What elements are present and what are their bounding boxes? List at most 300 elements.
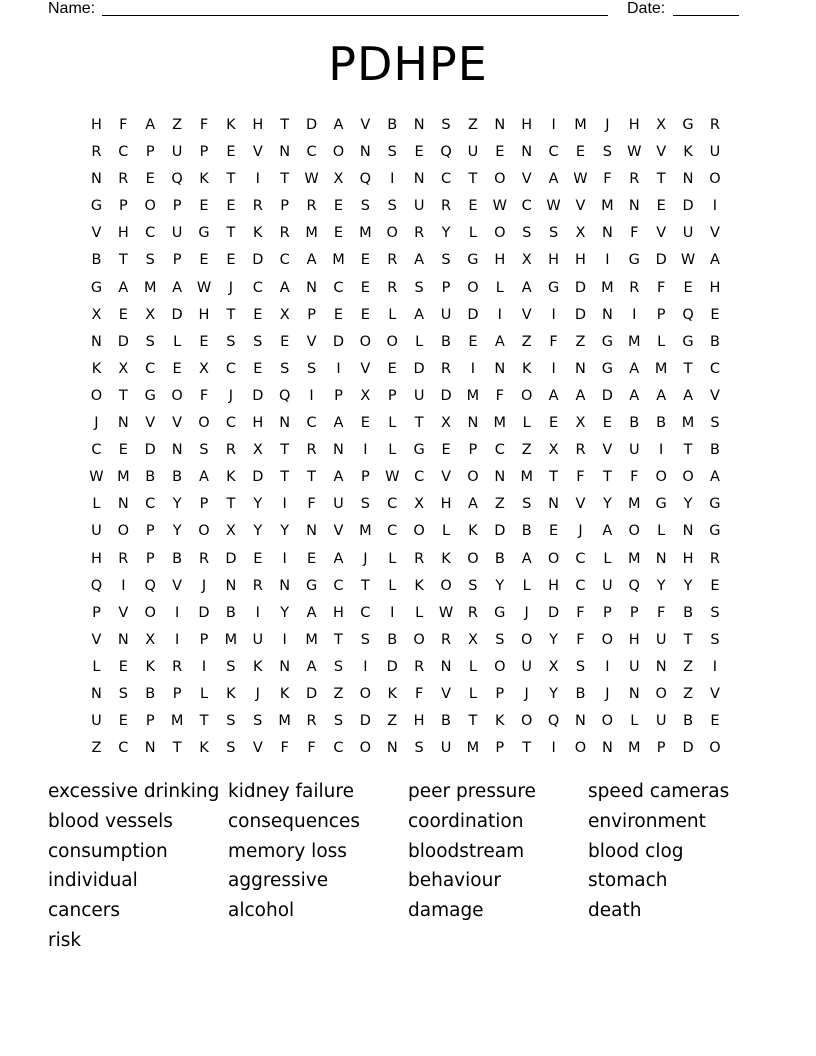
- grid-letter: I: [282, 550, 287, 567]
- grid-letter: D: [440, 387, 452, 404]
- grid-letter: L: [630, 713, 639, 730]
- grid-letter: V: [91, 631, 102, 648]
- grid-letter: V: [709, 225, 720, 242]
- grid-letter: T: [226, 306, 236, 323]
- grid-letter: C: [333, 577, 344, 594]
- grid-letter: E: [441, 442, 451, 459]
- word-list-item: memory loss: [228, 840, 347, 862]
- grid-letter: Y: [602, 496, 612, 513]
- grid-letter: N: [225, 577, 237, 594]
- grid-letter: M: [359, 523, 372, 540]
- grid-letter: O: [655, 469, 667, 486]
- grid-letter: U: [655, 631, 667, 648]
- grid-letter: B: [575, 685, 586, 702]
- grid-letter: E: [333, 225, 344, 242]
- grid-letter: T: [360, 577, 370, 594]
- grid-letter: A: [333, 550, 344, 567]
- grid-letter: V: [91, 225, 102, 242]
- grid-letter: X: [333, 171, 344, 188]
- grid-letter: Y: [656, 577, 666, 594]
- grid-letter: R: [306, 713, 317, 730]
- grid-letter: K: [91, 360, 102, 377]
- grid-letter: B: [709, 442, 720, 459]
- grid-letter: A: [521, 550, 532, 567]
- grid-letter: P: [307, 306, 316, 323]
- grid-letter: P: [495, 685, 505, 702]
- grid-letter: E: [495, 144, 505, 161]
- grid-letter: U: [440, 306, 452, 323]
- grid-letter: E: [468, 198, 478, 215]
- grid-letter: D: [601, 387, 613, 404]
- grid-letter: N: [548, 496, 560, 513]
- grid-letter: W: [438, 604, 454, 621]
- grid-letter: Z: [467, 117, 478, 133]
- grid-letter: C: [225, 415, 236, 432]
- grid-letter: C: [387, 523, 398, 540]
- grid-letter: J: [524, 604, 529, 621]
- grid-letter: A: [521, 279, 532, 296]
- grid-letter: Y: [280, 523, 290, 540]
- grid-letter: Q: [359, 171, 372, 188]
- word-list-item: individual: [48, 870, 138, 892]
- grid-letter: A: [145, 117, 156, 133]
- grid-letter: A: [172, 279, 183, 296]
- grid-letter: G: [547, 279, 560, 296]
- grid-letter: P: [199, 144, 209, 161]
- grid-letter: I: [390, 604, 395, 621]
- grid-letter: M: [628, 740, 641, 757]
- grid-letter: F: [656, 279, 666, 296]
- grid-letter: A: [602, 523, 613, 540]
- grid-letter: G: [601, 333, 613, 350]
- grid-letter: R: [467, 604, 478, 621]
- grid-letter: N: [359, 144, 371, 161]
- grid-letter: E: [710, 577, 720, 594]
- grid-letter: P: [441, 279, 451, 296]
- grid-letter: S: [145, 333, 155, 350]
- grid-letter: E: [414, 144, 424, 161]
- name-label: Name:: [48, 0, 96, 17]
- grid-letter: N: [306, 523, 317, 540]
- grid-letter: Z: [683, 658, 693, 675]
- grid-letter: X: [521, 252, 532, 269]
- grid-letter: H: [548, 577, 560, 594]
- grid-letter: O: [655, 685, 667, 702]
- grid-letter: R: [440, 198, 452, 215]
- grid-letter: E: [333, 198, 344, 215]
- grid-letter: T: [522, 740, 532, 757]
- grid-letter: V: [656, 225, 667, 242]
- grid-letter: O: [628, 523, 640, 540]
- grid-letter: R: [118, 550, 129, 567]
- grid-letter: G: [655, 496, 667, 513]
- grid-letter: F: [119, 117, 128, 133]
- grid-letter: Y: [549, 685, 559, 702]
- grid-letter: E: [360, 415, 370, 432]
- grid-letter: P: [172, 252, 182, 269]
- grid-letter: S: [495, 631, 505, 648]
- grid-letter: P: [468, 442, 478, 459]
- grid-letter: N: [655, 658, 667, 675]
- grid-letter: S: [199, 442, 209, 459]
- word-list-item: consequences: [228, 810, 361, 832]
- grid-letter: Y: [495, 577, 505, 594]
- grid-letter: O: [709, 171, 721, 188]
- grid-letter: S: [360, 198, 370, 215]
- grid-letter: W: [304, 171, 319, 188]
- grid-letter: C: [575, 550, 586, 567]
- grid-letter: A: [575, 387, 586, 404]
- grid-letter: G: [144, 387, 156, 404]
- grid-letter: K: [495, 713, 505, 730]
- grid-letter: I: [363, 442, 368, 459]
- grid-letter: E: [280, 333, 290, 350]
- grid-letter: S: [548, 225, 559, 242]
- grid-letter: Q: [90, 577, 103, 594]
- grid-letter: P: [172, 685, 182, 702]
- grid-letter: B: [172, 469, 183, 486]
- grid-letter: E: [306, 550, 317, 567]
- grid-letter: O: [198, 415, 210, 432]
- grid-letter: L: [92, 658, 101, 675]
- grid-letter: I: [255, 604, 260, 621]
- grid-letter: D: [574, 279, 587, 296]
- grid-letter: T: [683, 442, 693, 459]
- grid-letter: V: [252, 740, 263, 757]
- grid-letter: T: [602, 469, 612, 486]
- grid-letter: Z: [575, 333, 586, 350]
- grid-letter: T: [468, 171, 478, 188]
- grid-letter: W: [680, 252, 696, 269]
- grid-letter: O: [440, 577, 452, 594]
- word-list-item: death: [588, 900, 642, 922]
- grid-letter: L: [415, 604, 424, 621]
- grid-letter: Q: [628, 577, 640, 594]
- grid-letter: N: [306, 279, 317, 296]
- grid-letter: X: [575, 225, 586, 242]
- grid-letter: E: [549, 523, 559, 540]
- grid-letter: R: [172, 658, 183, 675]
- grid-letter: U: [413, 387, 425, 404]
- grid-letter: R: [440, 631, 452, 648]
- grid-letter: A: [467, 496, 478, 513]
- grid-letter: O: [413, 631, 425, 648]
- grid-letter: U: [628, 658, 640, 675]
- grid-letter: F: [199, 117, 209, 133]
- grid-letter: N: [279, 415, 291, 432]
- grid-letter: L: [441, 523, 451, 540]
- grid-letter: N: [601, 740, 613, 757]
- grid-letter: S: [575, 658, 586, 675]
- grid-letter: I: [309, 387, 314, 404]
- grid-letter: B: [145, 469, 156, 486]
- grid-letter: R: [225, 442, 236, 459]
- grid-letter: I: [174, 631, 180, 648]
- grid-letter: G: [494, 604, 506, 621]
- grid-letter: O: [547, 550, 560, 567]
- grid-letter: B: [656, 415, 667, 432]
- grid-letter: E: [226, 198, 236, 215]
- grid-letter: Y: [172, 523, 182, 540]
- grid-letter: H: [628, 117, 640, 133]
- grid-letter: N: [279, 144, 291, 161]
- grid-letter: P: [602, 604, 612, 621]
- word-list-item: blood vessels: [48, 810, 173, 832]
- grid-letter: E: [118, 658, 128, 675]
- grid-letter: X: [656, 117, 667, 133]
- grid-letter: N: [117, 496, 129, 513]
- grid-letter: K: [226, 685, 236, 702]
- grid-letter: T: [683, 360, 693, 377]
- grid-letter: D: [144, 442, 156, 459]
- grid-letter: T: [172, 740, 182, 757]
- grid-letter: N: [91, 171, 102, 188]
- grid-letter: L: [388, 577, 397, 594]
- grid-letter: R: [629, 279, 640, 296]
- grid-letter: R: [91, 144, 102, 161]
- grid-letter: J: [605, 685, 610, 702]
- grid-letter: G: [682, 333, 694, 350]
- grid-letter: C: [306, 415, 317, 432]
- grid-letter: T: [334, 631, 343, 648]
- grid-letter: S: [360, 631, 370, 648]
- grid-letter: E: [253, 306, 263, 323]
- grid-letter: L: [468, 685, 477, 702]
- grid-letter: X: [279, 306, 290, 323]
- grid-letter: K: [387, 685, 397, 702]
- grid-letter: E: [253, 360, 263, 377]
- grid-letter: U: [252, 631, 264, 648]
- grid-letter: F: [630, 469, 639, 486]
- grid-letter: S: [710, 604, 720, 621]
- grid-letter: M: [574, 117, 587, 133]
- grid-letter: S: [360, 496, 370, 513]
- grid-letter: D: [467, 306, 479, 323]
- grid-letter: H: [440, 496, 452, 513]
- grid-letter: P: [360, 469, 370, 486]
- grid-letter: N: [655, 550, 667, 567]
- grid-letter: L: [468, 658, 477, 675]
- grid-letter: L: [388, 306, 397, 323]
- grid-letter: D: [225, 550, 237, 567]
- grid-letter: D: [682, 740, 694, 757]
- grid-letter: S: [226, 333, 236, 350]
- grid-letter: K: [521, 360, 532, 377]
- grid-letter: P: [334, 387, 343, 404]
- grid-letter: L: [199, 685, 209, 702]
- grid-letter: T: [683, 631, 693, 648]
- grid-letter: D: [252, 252, 264, 269]
- grid-letter: N: [279, 658, 291, 675]
- grid-letter: F: [280, 740, 289, 757]
- grid-letter: C: [91, 442, 102, 459]
- grid-letter: U: [440, 740, 452, 757]
- grid-letter: W: [573, 171, 588, 188]
- grid-letter: D: [413, 360, 425, 377]
- grid-letter: M: [654, 360, 668, 377]
- grid-letter: N: [91, 685, 102, 702]
- grid-letter: P: [495, 740, 505, 757]
- grid-letter: U: [413, 198, 425, 215]
- grid-letter: F: [199, 387, 209, 404]
- grid-letter: F: [307, 740, 316, 757]
- grid-letter: C: [333, 279, 344, 296]
- grid-letter: N: [333, 442, 344, 459]
- grid-letter: I: [551, 740, 556, 757]
- grid-letter: V: [709, 685, 720, 702]
- grid-letter: B: [387, 631, 398, 648]
- grid-letter: R: [414, 550, 425, 567]
- grid-letter: K: [468, 523, 478, 540]
- grid-letter: U: [655, 713, 667, 730]
- grid-letter: R: [198, 550, 210, 567]
- grid-letter: T: [280, 171, 290, 188]
- grid-letter: X: [548, 442, 559, 459]
- grid-letter: P: [199, 631, 209, 648]
- grid-letter: A: [709, 469, 720, 486]
- grid-letter: Y: [549, 631, 559, 648]
- grid-letter: D: [252, 469, 264, 486]
- grid-letter: L: [173, 333, 182, 350]
- grid-letter: E: [710, 713, 720, 730]
- grid-letter: W: [492, 198, 507, 215]
- grid-letter: I: [282, 496, 287, 513]
- grid-letter: P: [656, 740, 666, 757]
- grid-letter: Z: [387, 713, 398, 730]
- grid-letter: X: [145, 631, 156, 648]
- grid-letter: L: [495, 279, 504, 296]
- grid-letter: Y: [280, 604, 290, 621]
- grid-letter: M: [628, 550, 641, 567]
- grid-letter: E: [199, 333, 209, 350]
- grid-letter: M: [493, 415, 507, 432]
- grid-letter: K: [199, 171, 209, 188]
- grid-letter: U: [91, 713, 102, 730]
- grid-letter: F: [576, 469, 585, 486]
- grid-letter: N: [117, 415, 129, 432]
- grid-letter: E: [360, 279, 370, 296]
- grid-letter: V: [145, 415, 156, 432]
- grid-letter: E: [253, 550, 263, 567]
- grid-letter: J: [605, 117, 610, 133]
- grid-letter: O: [359, 333, 372, 350]
- grid-letter: V: [521, 306, 532, 323]
- grid-letter: L: [415, 333, 424, 350]
- grid-letter: Z: [683, 685, 693, 702]
- grid-letter: P: [118, 198, 128, 215]
- word-list-item: consumption: [48, 840, 168, 862]
- grid-letter: K: [414, 577, 424, 594]
- word-list-item: cancers: [48, 900, 121, 922]
- grid-letter: O: [386, 333, 398, 350]
- grid-letter: J: [255, 685, 260, 702]
- word-list-item: peer pressure: [408, 781, 536, 802]
- grid-letter: T: [280, 442, 290, 459]
- grid-letter: C: [279, 252, 290, 269]
- grid-letter: R: [252, 198, 263, 215]
- grid-letter: R: [252, 577, 263, 594]
- grid-letter: I: [470, 360, 476, 377]
- grid-letter: G: [305, 577, 318, 594]
- grid-letter: X: [575, 415, 586, 432]
- grid-letter: E: [549, 415, 559, 432]
- grid-letter: O: [386, 225, 398, 242]
- grid-letter: C: [145, 225, 156, 242]
- word-list-item: alcohol: [228, 900, 295, 922]
- grid-letter: A: [333, 469, 344, 486]
- grid-letter: N: [494, 360, 506, 377]
- grid-letter: P: [280, 198, 290, 215]
- grid-letter: N: [413, 171, 425, 188]
- grid-letter: A: [683, 387, 693, 404]
- grid-letter: D: [386, 658, 398, 675]
- grid-letter: H: [682, 550, 694, 567]
- grid-letter: V: [172, 577, 183, 594]
- grid-letter: L: [92, 496, 101, 513]
- grid-letter: M: [117, 469, 130, 486]
- grid-letter: I: [497, 306, 502, 323]
- grid-letter: C: [575, 577, 586, 594]
- grid-letter: M: [305, 631, 318, 648]
- grid-letter: E: [468, 333, 478, 350]
- grid-letter: K: [253, 658, 263, 675]
- grid-letter: O: [144, 604, 156, 621]
- grid-letter: S: [253, 713, 263, 730]
- grid-letter: B: [145, 685, 156, 702]
- grid-letter: S: [226, 713, 236, 730]
- grid-letter: O: [494, 225, 506, 242]
- grid-letter: F: [656, 604, 666, 621]
- grid-letter: O: [494, 658, 506, 675]
- grid-letter: I: [174, 604, 180, 621]
- grid-letter: O: [467, 550, 479, 567]
- grid-letter: Z: [494, 496, 505, 513]
- grid-letter: T: [226, 496, 236, 513]
- grid-letter: C: [145, 360, 156, 377]
- grid-letter: E: [226, 144, 236, 161]
- grid-letter: H: [413, 713, 425, 730]
- grid-letter: C: [387, 496, 398, 513]
- grid-letter: G: [709, 496, 721, 513]
- grid-letter: L: [522, 415, 531, 432]
- grid-letter: C: [414, 469, 425, 486]
- grid-letter: D: [198, 604, 210, 621]
- grid-letter: M: [224, 631, 238, 648]
- grid-letter: V: [441, 469, 451, 486]
- grid-letter: G: [198, 225, 210, 242]
- grid-letter: N: [601, 225, 613, 242]
- grid-letter: V: [521, 171, 532, 188]
- grid-letter: P: [656, 306, 666, 323]
- grid-letter: N: [575, 713, 586, 730]
- grid-letter: O: [520, 387, 533, 404]
- grid-letter: B: [629, 415, 640, 432]
- grid-letter: H: [117, 225, 129, 242]
- grid-letter: A: [414, 252, 425, 269]
- grid-letter: Q: [144, 577, 156, 594]
- grid-letter: L: [388, 442, 397, 459]
- grid-letter: J: [524, 685, 529, 702]
- date-label: Date:: [627, 0, 666, 17]
- grid-letter: H: [333, 604, 344, 621]
- grid-letter: Y: [172, 496, 182, 513]
- grid-letter: V: [172, 415, 183, 432]
- grid-letter: N: [601, 306, 613, 323]
- grid-letter: Z: [333, 685, 344, 702]
- grid-letter: C: [118, 740, 129, 757]
- grid-letter: J: [228, 279, 234, 296]
- word-list-item: behaviour: [408, 870, 501, 892]
